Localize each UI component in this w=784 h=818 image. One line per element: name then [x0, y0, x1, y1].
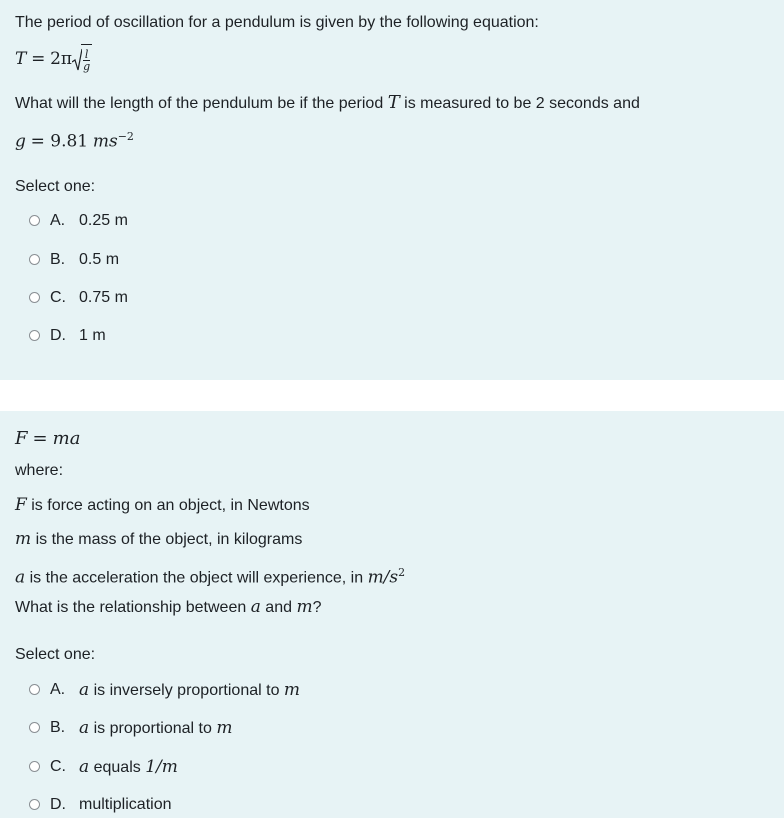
question-2-card: F = ma where: F is force acting on an object, in Newtons m is the mass of the object, in kilograms a is the acceleration the object will experience, in $m/s^2$ What is the relationship between a and m? Select one: A. a is inversely proportional to m B. a is proportional to m C. a equals 1/m D. multiplication — [0, 411, 784, 818]
question-2-text: What is the relationship between a and m? — [15, 597, 322, 617]
question-1-intro: The period of oscillation for a pendulum is given by the following equation: — [15, 14, 539, 31]
definition-mass: m is the mass of the object, in kilograms — [15, 529, 303, 549]
pendulum-formula: T = 2π $\frac{l}{g}$ — [15, 44, 92, 75]
definition-force: F is force acting on an object, in Newtons — [15, 495, 310, 515]
select-one-label: Select one: — [15, 178, 96, 195]
question-1-card: The period of oscillation for a pendulum is given by the following equation: T = 2π $\frac{l}{g}$ What will the length of the pendulum be if the period T is measured to be 2 seconds and g = 9.81 $ms^{-2}$ Select one: A. 0.25 m B. 0.5 m C. 0.75 m D. 1 m — [0, 0, 784, 380]
question-1-text: What will the length of the pendulum be if the period T is measured to be 2 seconds and — [15, 92, 640, 113]
gravity-value: g = 9.81 $ms^{-2}$ — [15, 130, 134, 152]
radio-b[interactable] — [29, 722, 40, 733]
radio-d[interactable] — [29, 799, 40, 810]
where-label: where: — [15, 462, 64, 479]
radio-a[interactable] — [29, 684, 40, 695]
force-formula: F = ma — [15, 428, 81, 449]
definition-acceleration: a is the acceleration the object will experience, in $m/s^2$ — [15, 566, 406, 588]
radio-c[interactable] — [29, 292, 40, 303]
radio-a[interactable] — [29, 215, 40, 226]
select-one-label: Select one: — [15, 646, 96, 663]
radio-b[interactable] — [29, 254, 40, 265]
radio-c[interactable] — [29, 761, 40, 772]
radio-d[interactable] — [29, 330, 40, 341]
